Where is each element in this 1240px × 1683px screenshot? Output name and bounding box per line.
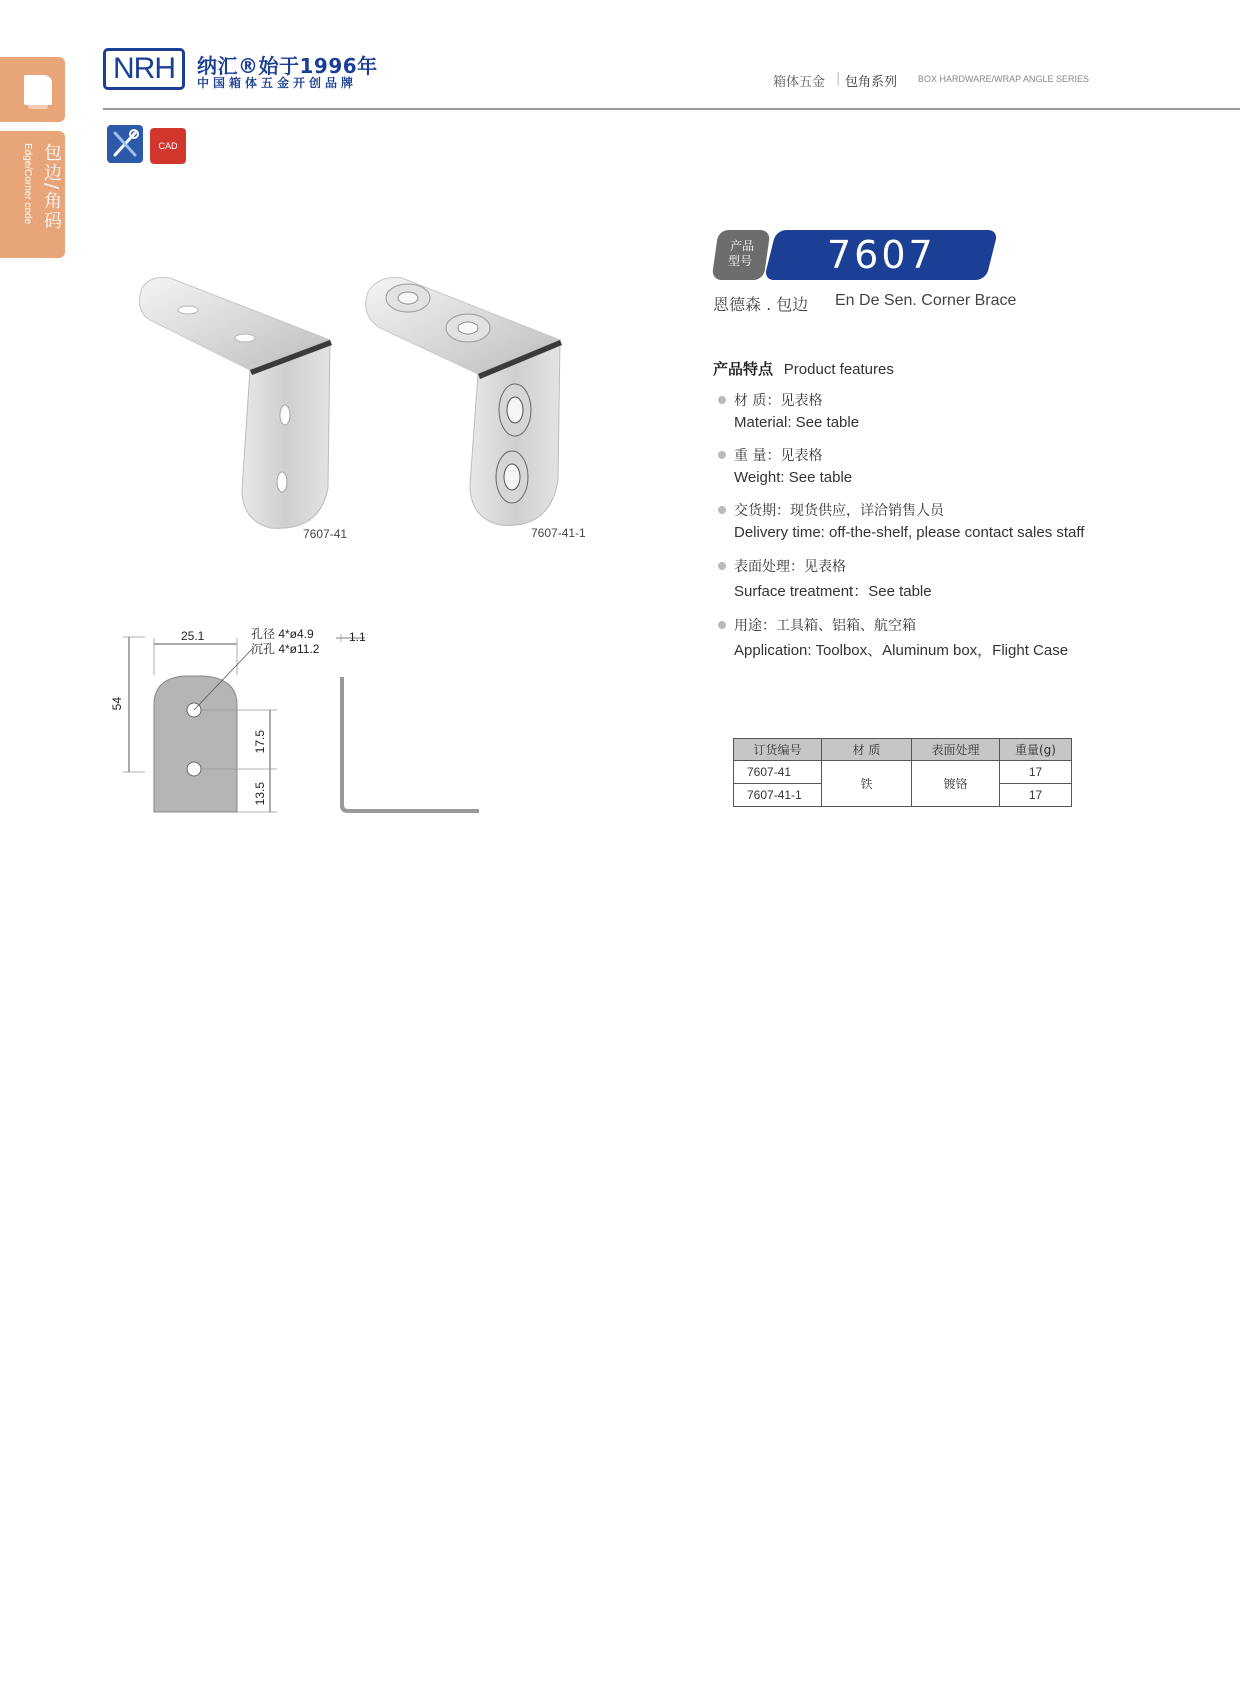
header-divider xyxy=(103,108,1240,110)
breadcrumb-english: BOX HARDWARE/WRAP ANGLE SERIES xyxy=(918,74,1090,84)
table-header-row xyxy=(734,739,1072,761)
model-number: 7607 xyxy=(826,233,936,277)
features-heading-en: Product features xyxy=(783,361,894,378)
col-header-surface: 表面处理 xyxy=(912,739,1000,761)
photo-caption-1: 7607-41 xyxy=(303,527,348,541)
dim-edge-distance: 13.5 xyxy=(253,782,267,806)
feature-cn: 表面处理：见表格 xyxy=(734,559,846,575)
bracket-photo-1 xyxy=(139,277,332,528)
model-badge xyxy=(711,230,770,280)
badge-line-2: 型号 xyxy=(728,254,753,268)
tools-icon[interactable] xyxy=(107,125,143,163)
feature-cn: 材 质：见表格 xyxy=(734,393,823,409)
bullet-icon xyxy=(718,451,726,459)
cell-weight: 17 xyxy=(1000,761,1072,784)
bullet-icon xyxy=(718,506,726,514)
sidebar-tab-category[interactable] xyxy=(0,131,65,258)
bullet-icon xyxy=(718,621,726,629)
model-number-banner xyxy=(764,230,998,280)
col-header-weight: 重量(g) xyxy=(1000,739,1072,761)
features-heading-cn: 产品特点 xyxy=(713,360,774,378)
bracket-photo-2 xyxy=(366,278,562,526)
breadcrumb-category: 箱体五金 xyxy=(773,75,826,90)
cell-weight: 17 xyxy=(1000,784,1072,807)
cell-material: 铁 xyxy=(822,761,912,807)
bullet-icon xyxy=(718,396,726,404)
dim-width: 25.1 xyxy=(181,629,205,643)
cell-code: 7607-41 xyxy=(734,761,822,784)
dim-countersink: 沉孔 4*ø11.2 xyxy=(251,642,320,656)
cad-label: CAD xyxy=(158,141,178,151)
badge-line-1: 产品 xyxy=(730,239,755,253)
brand-logo xyxy=(103,48,185,90)
product-name-cn: 恩德森 . 包边 xyxy=(713,295,809,314)
sidebar-category-cn: 包边/角码 xyxy=(41,143,62,232)
feature-en: Application: Toolbox、Aluminum box，Flight Case xyxy=(734,642,1069,659)
product-name-en: En De Sen. Corner Brace xyxy=(835,292,1017,309)
spec-table xyxy=(733,738,1072,807)
sidebar-tab-document[interactable] xyxy=(0,57,65,122)
dim-thickness: 1.1 xyxy=(349,630,366,644)
logo-text: NRH xyxy=(113,52,175,85)
breadcrumb-series: 包角系列 xyxy=(845,75,898,90)
dim-height: 54 xyxy=(110,697,124,711)
brand-slogan: 纳汇®始于1996年 xyxy=(197,54,378,78)
col-header-code: 订货编号 xyxy=(734,739,822,761)
brand-tagline: 中国箱体五金开创品牌 xyxy=(197,76,358,90)
feature-en: Surface treatment：See table xyxy=(734,583,932,600)
col-header-material: 材 质 xyxy=(822,739,912,761)
breadcrumb-separator: | xyxy=(836,71,841,86)
cad-icon[interactable] xyxy=(150,128,186,164)
dim-hole-spacing: 17.5 xyxy=(253,730,267,754)
feature-en: Weight: See table xyxy=(734,469,853,486)
product-photos xyxy=(130,270,580,540)
cell-surface: 镀铬 xyxy=(912,761,1000,807)
feature-en: Delivery time: off-the-shelf, please contact sales staff xyxy=(734,524,1085,541)
features-heading xyxy=(713,358,894,379)
photo-caption-2: 7607-41-1 xyxy=(531,526,586,540)
bullet-icon xyxy=(718,562,726,570)
cell-code: 7607-41-1 xyxy=(734,784,822,807)
feature-cn: 用途：工具箱、铝箱、航空箱 xyxy=(734,618,916,634)
sidebar-category-en: Edge/Corner code xyxy=(22,143,33,225)
feature-cn: 交货期：现货供应，详洽销售人员 xyxy=(734,503,944,519)
feature-cn: 重 量：见表格 xyxy=(734,448,823,464)
document-icon xyxy=(24,75,52,105)
feature-en: Material: See table xyxy=(734,414,860,431)
table-row xyxy=(734,761,1072,784)
dim-hole-diameter: 孔径 4*ø4.9 xyxy=(251,627,314,641)
